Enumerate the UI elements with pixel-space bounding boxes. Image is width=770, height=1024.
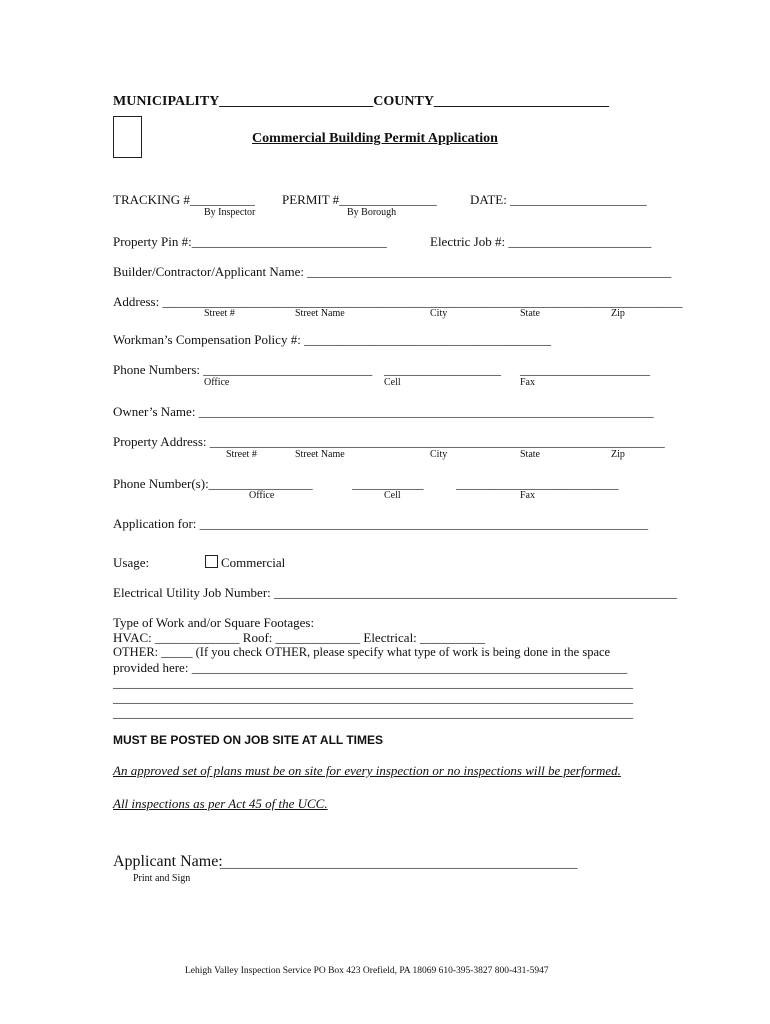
phone-cell-label: Cell bbox=[384, 377, 401, 388]
permit-field[interactable]: PERMIT #_______________ bbox=[282, 192, 437, 207]
property-pin-field[interactable]: Property Pin #:______________________________ bbox=[113, 234, 387, 249]
work-blank-line-3[interactable]: ________________________________________________________________________________ bbox=[113, 705, 633, 720]
act45-notice: All inspections as per Act 45 of the UCC. bbox=[113, 796, 328, 811]
commercial-label: Commercial bbox=[221, 555, 286, 570]
phone-fax-field[interactable]: ____________________ bbox=[520, 362, 650, 377]
owner-phone-cell-field[interactable]: ___________ bbox=[352, 476, 424, 491]
address-city-label: City bbox=[430, 308, 448, 319]
plans-notice: An approved set of plans must be on site for every inspection or no inspections will be performed. bbox=[113, 763, 621, 778]
owner-phone-office-field[interactable]: Phone Number(s):________________ bbox=[113, 476, 313, 491]
commercial-checkbox[interactable] bbox=[205, 555, 218, 568]
property-zip-label: Zip bbox=[611, 449, 625, 460]
provided-here-field[interactable]: provided here: ___________________________________________________________________ bbox=[113, 660, 628, 675]
property-state-label: State bbox=[520, 449, 540, 460]
address-field[interactable]: Address: ________________________________________________________________________________ bbox=[113, 294, 683, 309]
hvac-roof-electrical-fields[interactable]: HVAC: _____________ Roof: _____________ Electrical: __________ bbox=[113, 630, 486, 645]
municipality-county-line[interactable]: MUNICIPALITY______________________COUNTY_________________________ bbox=[113, 94, 609, 109]
owner-phone-cell-label: Cell bbox=[384, 490, 401, 501]
other-field[interactable]: OTHER: _____ (If you check OTHER, please specify what type of work is being done in the space bbox=[113, 645, 611, 659]
builder-name-field[interactable]: Builder/Contractor/Applicant Name: ________________________________________________________ bbox=[113, 264, 672, 279]
property-city-label: City bbox=[430, 449, 448, 460]
applicant-name-label: Applicant Name: bbox=[113, 853, 223, 870]
owners-name-field[interactable]: Owner’s Name: ______________________________________________________________________ bbox=[113, 404, 654, 419]
application-for-field[interactable]: Application for: _____________________________________________________________________ bbox=[113, 516, 649, 531]
workmans-comp-field[interactable]: Workman’s Compensation Policy #: ______________________________________ bbox=[113, 332, 552, 347]
phone-office-label: Office bbox=[204, 377, 230, 388]
posted-notice: MUST BE POSTED ON JOB SITE AT ALL TIMES bbox=[113, 733, 384, 747]
tracking-field[interactable]: TRACKING #__________ bbox=[113, 192, 255, 207]
phone-office-field[interactable]: Phone Numbers: __________________________ bbox=[113, 362, 373, 377]
page-title: Commercial Building Permit Application bbox=[252, 131, 498, 146]
by-inspector-label: By Inspector bbox=[204, 207, 256, 218]
footer-contact: Lehigh Valley Inspection Service PO Box 423 Orefield, PA 18069 610-395-3827 800-431-5947 bbox=[185, 966, 549, 976]
phone-fax-label: Fax bbox=[520, 377, 535, 388]
phone-cell-field[interactable]: __________________ bbox=[384, 362, 501, 377]
owner-phone-office-label: Office bbox=[249, 490, 275, 501]
address-street-no-label: Street # bbox=[204, 308, 235, 319]
applicant-name-field[interactable]: _______________________________________________________ bbox=[220, 855, 578, 870]
date-field[interactable]: DATE: _____________________ bbox=[470, 192, 647, 207]
address-state-label: State bbox=[520, 308, 540, 319]
address-street-name-label: Street Name bbox=[295, 308, 345, 319]
property-address-field[interactable]: Property Address: ______________________________________________________________________ bbox=[113, 434, 665, 449]
usage-label: Usage: bbox=[113, 555, 150, 570]
owner-phone-fax-label: Fax bbox=[520, 490, 535, 501]
work-blank-line-2[interactable]: ________________________________________________________________________________ bbox=[113, 690, 633, 705]
print-and-sign-label: Print and Sign bbox=[133, 873, 191, 884]
address-zip-label: Zip bbox=[611, 308, 625, 319]
electric-job-field[interactable]: Electric Job #: ______________________ bbox=[430, 234, 652, 249]
property-street-no-label: Street # bbox=[226, 449, 257, 460]
stamp-box bbox=[113, 116, 142, 158]
property-street-name-label: Street Name bbox=[295, 449, 345, 460]
by-borough-label: By Borough bbox=[347, 207, 397, 218]
electrical-utility-field[interactable]: Electrical Utility Job Number: ______________________________________________________________ bbox=[113, 585, 678, 600]
work-blank-line-1[interactable]: ________________________________________________________________________________ bbox=[113, 675, 633, 690]
owner-phone-fax-field[interactable]: _________________________ bbox=[456, 476, 619, 491]
type-of-work-heading: Type of Work and/or Square Footages: bbox=[113, 615, 315, 630]
